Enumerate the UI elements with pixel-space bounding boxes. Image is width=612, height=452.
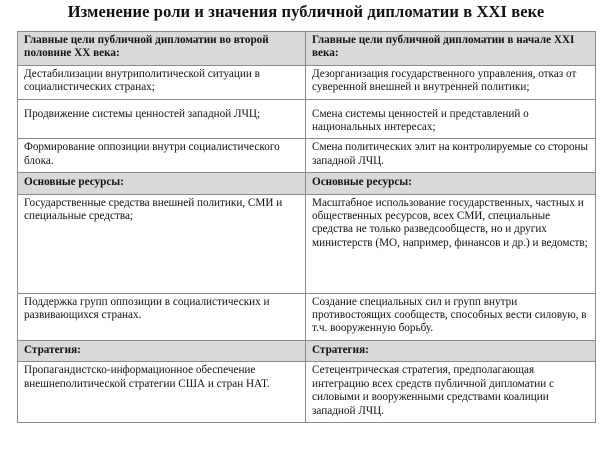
table-row — [18, 194, 596, 293]
strategy-20th-century: Пропагандистско-информационное обеспечение внешнеполитической стратегии США и стран НАТ. — [18, 362, 306, 423]
goal-21st-century: Смена системы ценностей и представлений о национальных интересах; — [306, 99, 596, 139]
header-goals-21st-century: Главные цели публичной дипломатии в начале XXI века: — [306, 32, 596, 66]
table-header-row — [18, 32, 596, 66]
comparison-table — [17, 31, 596, 423]
table-row — [18, 99, 596, 139]
resource-21st-century: Масштабное использование государственных, частных и общественных ресурсов, всех СМИ, специальные средства не только разведсообществ, но и других министерств (МО, например, финансов и др.) и ведомств; — [306, 194, 596, 293]
strategy-header-right: Стратегия: — [306, 340, 596, 361]
table-row — [18, 293, 596, 340]
table-row — [18, 362, 596, 423]
document-title: Изменение роли и значения публичной дипломатии в XXI веке — [67, 2, 545, 21]
resources-header-row — [18, 173, 596, 194]
goal-20th-century: Дестабилизации внутриполитической ситуации в социалистических странах; — [18, 65, 306, 99]
goal-21st-century: Смена политических элит на контролируемые со стороны западной ЛЧЦ. — [306, 139, 596, 173]
header-goals-20th-century: Главные цели публичной дипломатии во второй половине XX века: — [18, 32, 306, 66]
strategy-header-left: Стратегия: — [18, 340, 306, 361]
goal-20th-century: Продвижение системы ценностей западной ЛЧЦ; — [18, 99, 306, 139]
resource-20th-century: Поддержка групп оппозиции в социалистических и развивающихся странах. — [18, 293, 306, 340]
resource-21st-century: Создание специальных сил и групп внутри противостоящих сообществ, способных вести силовую, в т.ч. вооруженную борьбу. — [306, 293, 596, 340]
resources-header-left: Основные ресурсы: — [18, 173, 306, 194]
goal-21st-century: Дезорганизация государственного управления, отказ от суверенной внешней и внутренней политики; — [306, 65, 596, 99]
resource-20th-century: Государственные средства внешней политики, СМИ и специальные средства; — [18, 194, 306, 293]
strategy-21st-century: Сетецентрическая стратегия, предполагающая интеграцию всех средств публичной дипломатии с силовыми и вооруженными средствами коалиции западной ЛЧЦ. — [306, 362, 596, 423]
table-row — [18, 65, 596, 99]
strategy-header-row — [18, 340, 596, 361]
table-row — [18, 139, 596, 173]
resources-header-right: Основные ресурсы: — [306, 173, 596, 194]
goal-20th-century: Формирование оппозиции внутри социалистического блока. — [18, 139, 306, 173]
